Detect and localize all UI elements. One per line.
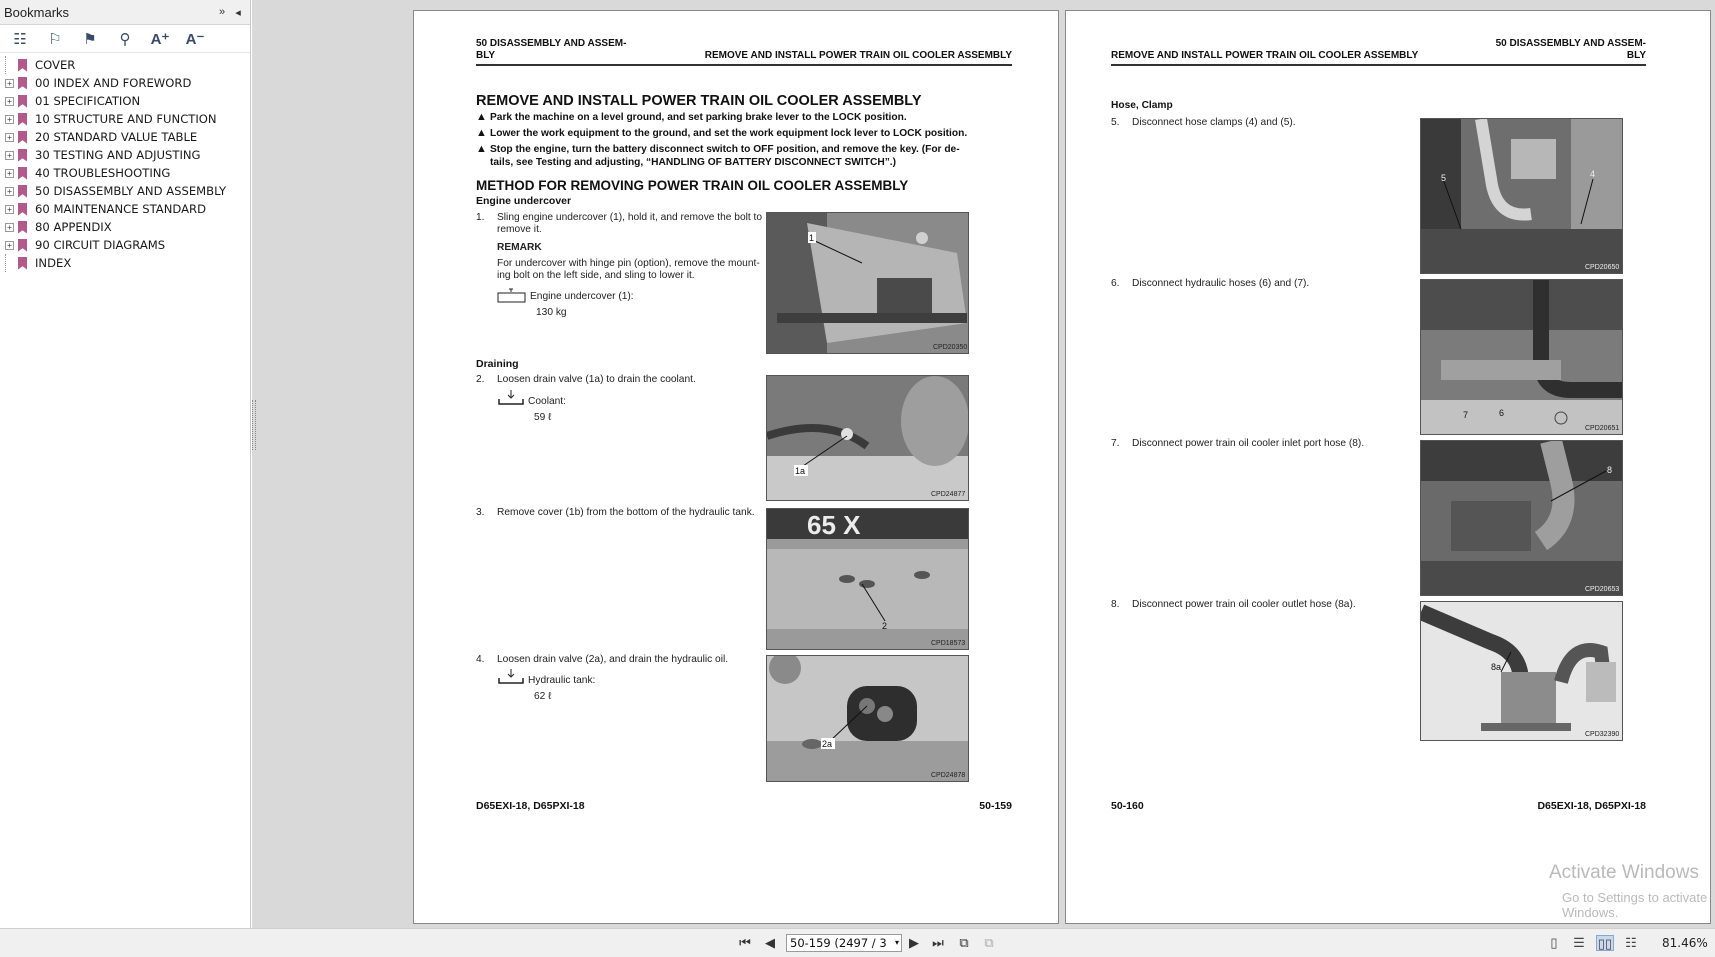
facing-icon[interactable]: ▯▯ [1597,936,1613,951]
photo-label: 6 [1499,408,1505,418]
bookmark-icon [18,149,27,162]
bookmark-icon [18,167,27,180]
bookmark-item[interactable] [0,182,250,200]
photo-hydraulic-hoses [1420,279,1623,435]
weight-value: 130 kg [536,307,567,318]
weight-icon [497,287,527,303]
header-rule [1111,64,1646,66]
bookmark-item[interactable] [0,56,250,74]
bookmark-item[interactable] [0,200,250,218]
activation-watermark-sub: Go to Settings to activate Windows. [1562,890,1708,920]
continuous-facing-icon[interactable]: ☷ [1625,935,1637,950]
chevron-down-icon[interactable]: ▾ [894,938,899,947]
photo-code: CPD32390 [1585,731,1620,738]
document-viewer[interactable] [252,0,1715,928]
method-title: METHOD FOR REMOVING POWER TRAIN OIL COOLER ASSEMBLY [476,178,909,193]
photo-label: 1a [795,466,806,476]
expand-toggle-icon[interactable]: + [5,205,14,214]
zoom-level[interactable]: 81.46% [1662,936,1708,950]
photo-hydraulic-cover [766,508,969,650]
bookmark-item[interactable] [0,74,250,92]
panel-splitter[interactable] [252,400,256,450]
expand-toggle-icon[interactable]: + [5,133,14,142]
activation-watermark: Activate Windows [1549,862,1699,883]
photo-coolant-drain [766,375,969,501]
step-5: 5. Disconnect hose clamps (4) and (5). [1111,117,1296,128]
bookmark-options-icon[interactable]: ☷ [13,30,27,48]
bookmark-icon [18,131,27,144]
expand-toggle-icon[interactable]: + [5,187,14,196]
warning-1: ▲ Park the machine on a level ground, and set parking brake lever to the LOCK position. [476,111,907,123]
first-page-icon[interactable]: ⏮ [739,935,751,950]
bookmark-label: 30 TESTING AND ADJUSTING [35,148,201,162]
warning-3: ▲ Stop the engine, turn the battery disconnect switch to OFF position, and remove the key. (For de- [476,143,960,155]
step-3: 3. Remove cover (1b) from the bottom of the hydraulic tank. [476,507,755,518]
page-number-input[interactable]: 50-159 (2497 / 3 ▾ [786,934,902,952]
page-50-159 [413,10,1059,924]
page-title: REMOVE AND INSTALL POWER TRAIN OIL COOLER ASSEMBLY [476,93,922,109]
bookmark-icon [18,185,27,198]
photo-code: CPD20350 [933,344,968,351]
expand-bookmark-icon[interactable]: ⚐ [48,30,62,48]
hyd-value: 62 ℓ [534,691,552,702]
bookmark-label: COVER [35,58,76,72]
photo-label: 8a [1491,662,1502,672]
tree-line [5,254,14,272]
bookmark-label: 40 TROUBLESHOOTING [35,166,171,180]
expand-toggle-icon[interactable]: + [5,241,14,250]
photo-label: 7 [1463,410,1469,420]
photo-code: CPD20651 [1585,425,1620,432]
header-topic: REMOVE AND INSTALL POWER TRAIN OIL COOLER ASSEMBLY [1111,50,1419,61]
drain-icon [497,389,525,407]
bookmark-icon [18,59,27,72]
next-page-icon[interactable]: ▶ [909,935,919,950]
warning-icon: ▲ [476,127,487,139]
photo-label: 8 [1607,465,1613,475]
bookmark-item[interactable] [0,236,250,254]
photo-code: CPD24878 [931,772,966,779]
drain-icon [497,668,525,686]
bookmark-item[interactable] [0,128,250,146]
reduce-text-icon[interactable]: A⁻ [185,30,205,48]
warning-icon: ▲ [476,111,487,123]
prev-view-icon[interactable]: ⧉ [959,935,969,950]
bookmark-label: 00 INDEX AND FOREWORD [35,76,192,90]
remark-line-2: ing bolt on the left side, and sling to lower it. [497,270,695,281]
step-1-cont: remove it. [497,224,542,235]
footer-page-number: 50-160 [1111,800,1144,812]
step-7: 7. Disconnect power train oil cooler inlet port hose (8). [1111,438,1365,449]
photo-code: CPD20650 [1585,264,1620,271]
bookmarks-header [0,0,250,25]
bookmark-label: 90 CIRCUIT DIAGRAMS [35,238,166,252]
bookmark-icon [18,239,27,252]
last-page-icon[interactable]: ⏭ [932,935,944,950]
remark-line-1: For undercover with hinge pin (option), remove the mount- [497,258,760,269]
step-1: 1. Sling engine undercover (1), hold it, and remove the bolt to [476,212,763,223]
photo-hose-clamps [1420,118,1623,274]
header-section-line1: 50 DISASSEMBLY AND ASSEM- [476,38,627,49]
navigation-toolbar [0,928,1715,957]
coolant-value: 59 ℓ [534,412,552,423]
step-8: 8. Disconnect power train oil cooler outlet hose (8a). [1111,599,1356,610]
bookmark-label: 60 MAINTENANCE STANDARD [35,202,207,216]
tree-line [5,56,14,74]
section-hose-clamp: Hose, Clamp [1111,100,1173,111]
footer-model: D65EXI-18, D65PXI-18 [476,800,585,812]
bookmark-label: INDEX [35,256,72,270]
expand-toggle-icon[interactable]: + [5,223,14,232]
bookmarks-panel [0,0,251,928]
next-view-icon[interactable]: ⧉ [984,935,994,950]
warning-icon: ▲ [476,143,487,155]
bookmarks-title: Bookmarks [4,4,70,20]
bookmark-item[interactable] [0,164,250,182]
photo-code: CPD20653 [1585,586,1620,593]
bookmark-icon [18,257,27,270]
bookmark-icon [18,221,27,234]
weight-label: Engine undercover (1): [530,291,634,302]
bookmark-item[interactable] [0,218,250,236]
bookmark-label: 20 STANDARD VALUE TABLE [35,130,198,144]
expand-toggle-icon[interactable]: + [5,151,14,160]
bookmark-label: 80 APPENDIX [35,220,112,234]
bookmark-item[interactable] [0,146,250,164]
header-section-line1: 50 DISASSEMBLY AND ASSEM- [1495,38,1646,49]
warning-3-cont: tails, see Testing and adjusting, “HANDLING OF BATTERY DISCONNECT SWITCH”.) [490,157,897,168]
header-topic: REMOVE AND INSTALL POWER TRAIN OIL COOLER ASSEMBLY [704,50,1012,61]
page-50-160 [1065,10,1711,924]
bookmark-tree [0,53,250,272]
photo-inlet-hose [1420,440,1623,596]
bookmark-icon [18,77,27,90]
photo-code: CPD18573 [931,640,966,647]
warning-2: ▲ Lower the work equipment to the ground, and set the work equipment lock lever to LOCK position. [476,127,968,139]
hyd-label: Hydraulic tank: [528,675,596,686]
footer-page-number: 50-159 [979,800,1012,812]
collapse-icon[interactable]: ◂ [235,6,241,19]
photo-label: 5 [1441,173,1447,183]
bookmark-item[interactable] [0,254,250,272]
bookmark-label: 01 SPECIFICATION [35,94,141,108]
bookmarks-toolbar [0,25,250,53]
coolant-label: Coolant: [528,396,566,407]
step-6: 6. Disconnect hydraulic hoses (6) and (7). [1111,278,1310,289]
photo-code: CPD24877 [931,491,966,498]
bookmark-icon [18,113,27,126]
step-4: 4. Loosen drain valve (2a), and drain the hydraulic oil. [476,654,729,665]
photo-label: 2 [882,621,888,631]
header-rule [476,64,1012,66]
prev-page-icon[interactable]: ◀ [765,935,775,950]
photo-label: 2a [822,739,833,749]
bookmark-icon [18,95,27,108]
bookmark-item[interactable] [0,110,250,128]
bookmark-item[interactable] [0,92,250,110]
enlarge-text-icon[interactable]: A⁺ [150,30,170,48]
remark-label: REMARK [497,242,542,253]
bookmark-label: 50 DISASSEMBLY AND ASSEMBLY [35,184,227,198]
footer-model: D65EXI-18, D65PXI-18 [1537,800,1646,812]
expand-toggle-icon[interactable]: + [5,97,14,106]
section-engine-undercover: Engine undercover [476,195,572,207]
collapse-bookmark-icon[interactable]: ⚑ [83,30,97,48]
photo-outlet-hose [1420,601,1623,741]
header-section-line2: BLY [1626,50,1646,61]
photo-label: 1 [809,233,815,243]
find-bookmark-icon[interactable]: ⚲ [119,30,131,48]
single-page-icon[interactable]: ▯ [1550,935,1558,950]
bookmark-label: 10 STRUCTURE AND FUNCTION [35,112,217,126]
photo-label: 4 [1590,169,1596,179]
expand-icon[interactable]: » [218,6,226,18]
photo-engine-undercover [766,212,969,354]
photo-top-text: 65 X [807,510,861,540]
step-2: 2. Loosen drain valve (1a) to drain the coolant. [476,374,696,385]
header-section-line2: BLY [476,50,496,61]
expand-toggle-icon[interactable]: + [5,115,14,124]
expand-toggle-icon[interactable]: + [5,79,14,88]
photo-hydraulic-drain [766,655,969,782]
bookmark-icon [18,203,27,216]
section-draining: Draining [476,358,519,370]
continuous-icon[interactable]: ☰ [1573,935,1585,950]
expand-toggle-icon[interactable]: + [5,169,14,178]
